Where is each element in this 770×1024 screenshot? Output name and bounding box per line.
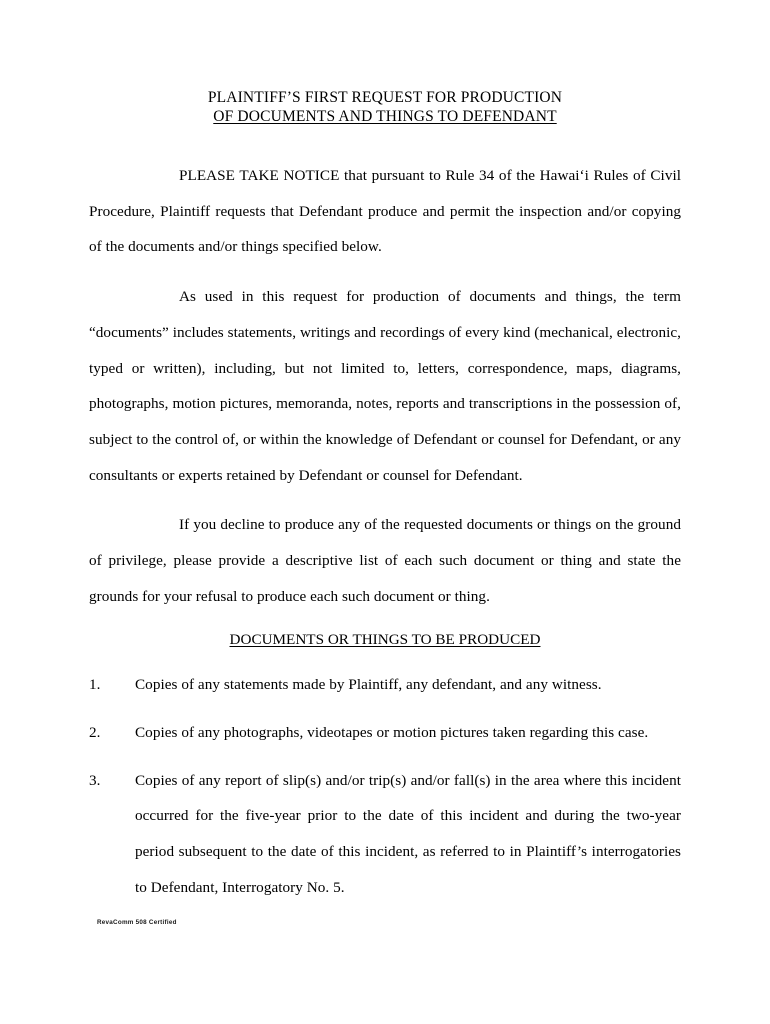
document-title <box>89 88 681 126</box>
list-item-text: Copies of any photographs, videotapes or motion pictures taken regarding this case. <box>135 723 649 741</box>
paragraph-definition-of-documents: As used in this request for production of documents and things, the term “documents” includes statements, writings and recordings of every kind (mechanical, electronic, typed or written), including, but not limited to, letters, correspondence, maps, diagrams, photographs, motion pictures, memoranda, notes, reports and transcriptions in the possession of, subject to the control of, or within the knowledge of Defendant or counsel for Defendant, or any consultants or experts retained by Defendant or counsel for Defendant. <box>89 288 681 484</box>
list-item <box>89 763 681 906</box>
document-body <box>89 158 681 905</box>
list-item-text: Copies of any statements made by Plaintiff, any defendant, and any witness. <box>135 676 602 694</box>
list-item-marker: 3. <box>89 771 101 789</box>
list-item-text: Copies of any report of slip(s) and/or trip(s) and/or fall(s) in the area where this incident occurred for the five-year prior to the date of this incident and during the two-year period subsequent to the date of this incident, as referred to in Plaintiff’s interrogatories to Defendant, Interrogatory No. 5. <box>135 771 681 896</box>
list-item-marker: 1. <box>89 676 101 694</box>
section-heading-text: DOCUMENTS OR THINGS TO BE PRODUCED <box>229 631 541 649</box>
list-item-marker: 2. <box>89 723 101 741</box>
paragraph-privilege: If you decline to produce any of the requested documents or things on the ground of privilege, please provide a descriptive list of each such document or thing and state the grounds for your refusal to produce each such document or thing. <box>89 516 681 605</box>
section-heading <box>89 622 681 658</box>
list-item <box>89 667 681 703</box>
title-line-1: PLAINTIFF’S FIRST REQUEST FOR PRODUCTION <box>207 89 563 106</box>
accessibility-certification-stamp: RevaComm 508 Certified <box>97 919 177 926</box>
paragraph-please-take-notice: PLEASE TAKE NOTICE that pursuant to Rule 34 of the Hawaiʻi Rules of Civil Procedure, Plaintiff requests that Defendant produce and permit the inspection and/or copying of the documents and/or things specified below. <box>89 167 681 256</box>
title-line-2: OF DOCUMENTS AND THINGS TO DEFENDANT <box>213 108 557 125</box>
list-item <box>89 715 681 751</box>
